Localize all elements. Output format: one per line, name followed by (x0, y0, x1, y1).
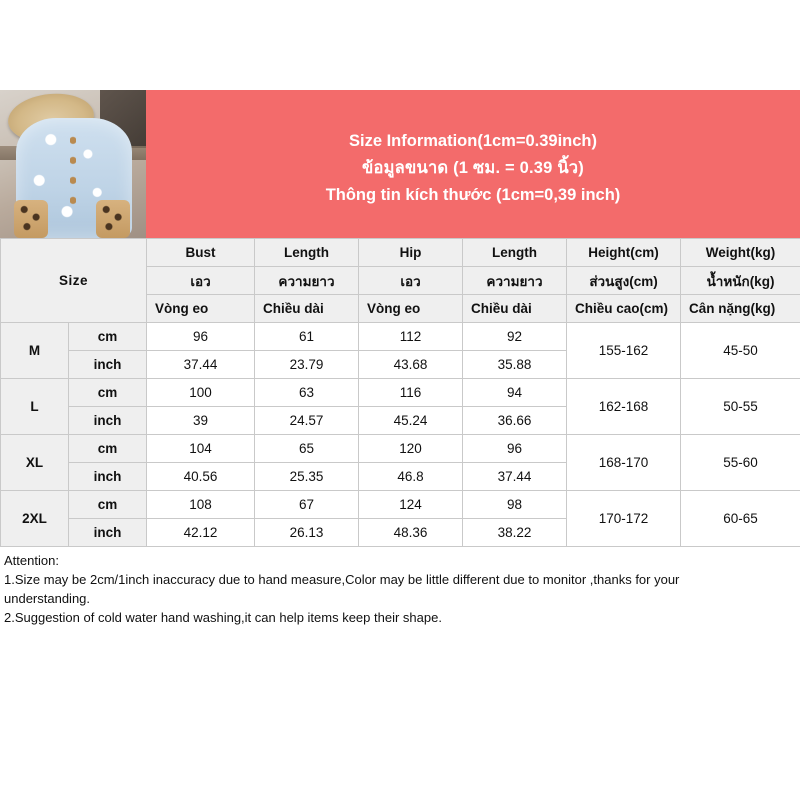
col-header-bust-en: Bust (147, 239, 255, 267)
col-header-length2-vi: Chiều dài (463, 295, 567, 323)
cell-2xl-cm-hip: 124 (359, 491, 463, 519)
cell-2xl-inch-bust: 42.12 (147, 519, 255, 547)
cell-xl-inch-bust: 40.56 (147, 463, 255, 491)
cell-l-cm-bust: 100 (147, 379, 255, 407)
col-header-hip-th: เอว (359, 267, 463, 295)
cell-l-height: 162-168 (567, 379, 681, 435)
cell-xl-cm-hip: 120 (359, 435, 463, 463)
leopard-cuff-left (14, 200, 48, 238)
cell-m-cm-hip: 112 (359, 323, 463, 351)
col-header-height-en: Height(cm) (567, 239, 681, 267)
row-size-label-l: L (1, 379, 69, 435)
cell-xl-weight: 55-60 (681, 435, 800, 491)
cell-m-inch-length2: 35.88 (463, 351, 567, 379)
cell-m-weight: 45-50 (681, 323, 800, 379)
cell-2xl-inch-length1: 26.13 (255, 519, 359, 547)
col-header-weight-vi: Cân nặng(kg) (681, 295, 800, 323)
attention-notes (0, 547, 800, 627)
cell-l-inch-hip: 45.24 (359, 407, 463, 435)
header-titles (146, 90, 800, 238)
row-unit-cm-m: cm (69, 323, 147, 351)
attention-line-1-cont: understanding. (4, 591, 91, 606)
row-unit-cm-l: cm (69, 379, 147, 407)
cell-2xl-cm-bust: 108 (147, 491, 255, 519)
size-table (0, 238, 800, 547)
cell-2xl-cm-length1: 67 (255, 491, 359, 519)
row-size-label-2xl: 2XL (1, 491, 69, 547)
attention-heading: Attention: (4, 553, 59, 568)
col-header-bust-vi: Vòng eo (147, 295, 255, 323)
cell-l-cm-hip: 116 (359, 379, 463, 407)
cell-xl-inch-length1: 25.35 (255, 463, 359, 491)
title-vietnamese: Thông tin kích thước (1cm=0,39 inch) (325, 185, 621, 204)
table-row (1, 323, 800, 351)
col-header-hip-en: Hip (359, 239, 463, 267)
row-unit-cm-xl: cm (69, 435, 147, 463)
leopard-cuff-right (96, 200, 130, 238)
cell-xl-inch-length2: 37.44 (463, 463, 567, 491)
cell-l-inch-length2: 36.66 (463, 407, 567, 435)
cell-l-weight: 50-55 (681, 379, 800, 435)
col-header-length2-th: ความยาว (463, 267, 567, 295)
col-header-height-vi: Chiều cao(cm) (567, 295, 681, 323)
cell-xl-cm-length1: 65 (255, 435, 359, 463)
cell-xl-cm-bust: 104 (147, 435, 255, 463)
col-header-weight-en: Weight(kg) (681, 239, 800, 267)
row-size-label-xl: XL (1, 435, 69, 491)
cell-xl-cm-length2: 96 (463, 435, 567, 463)
cell-m-cm-length2: 92 (463, 323, 567, 351)
attention-line-2: 2.Suggestion of cold water hand washing,it can help items keep their shape. (4, 610, 442, 625)
cell-m-cm-length1: 61 (255, 323, 359, 351)
title-english: Size Information(1cm=0.39inch) (348, 131, 598, 150)
row-unit-inch-xl: inch (69, 463, 147, 491)
table-header-row-en (1, 239, 800, 267)
cell-m-height: 155-162 (567, 323, 681, 379)
cell-l-inch-bust: 39 (147, 407, 255, 435)
cell-m-inch-length1: 23.79 (255, 351, 359, 379)
row-unit-inch-m: inch (69, 351, 147, 379)
col-header-bust-th: เอว (147, 267, 255, 295)
cell-xl-inch-hip: 46.8 (359, 463, 463, 491)
table-row (1, 379, 800, 407)
row-unit-inch-l: inch (69, 407, 147, 435)
attention-line-1: 1.Size may be 2cm/1inch inaccuracy due to hand measure,Color may be little different due to monitor ,thanks for your (4, 572, 680, 587)
table-row (1, 435, 800, 463)
cell-m-inch-hip: 43.68 (359, 351, 463, 379)
button-placket (70, 134, 76, 214)
header-band (0, 90, 800, 238)
cell-2xl-weight: 60-65 (681, 491, 800, 547)
cell-2xl-height: 170-172 (567, 491, 681, 547)
row-size-label-m: M (1, 323, 69, 379)
col-header-weight-th: น้ำหนัก(kg) (681, 267, 800, 295)
size-title-cell: Size (1, 239, 147, 323)
cell-l-cm-length2: 94 (463, 379, 567, 407)
cell-2xl-inch-length2: 38.22 (463, 519, 567, 547)
col-header-length1-vi: Chiều dài (255, 295, 359, 323)
cell-m-inch-bust: 37.44 (147, 351, 255, 379)
row-unit-cm-2xl: cm (69, 491, 147, 519)
col-header-length2-en: Length (463, 239, 567, 267)
col-header-hip-vi: Vòng eo (359, 295, 463, 323)
cell-xl-height: 168-170 (567, 435, 681, 491)
size-chart-sheet (0, 90, 800, 627)
row-unit-inch-2xl: inch (69, 519, 147, 547)
cell-2xl-inch-hip: 48.36 (359, 519, 463, 547)
cell-m-cm-bust: 96 (147, 323, 255, 351)
cell-l-inch-length1: 24.57 (255, 407, 359, 435)
col-header-length1-en: Length (255, 239, 359, 267)
col-header-length1-th: ความยาว (255, 267, 359, 295)
title-thai: ข้อมูลขนาด (1 ซม. = 0.39 นิ้ว) (362, 158, 584, 177)
cell-l-cm-length1: 63 (255, 379, 359, 407)
cell-2xl-cm-length2: 98 (463, 491, 567, 519)
col-header-height-th: ส่วนสูง(cm) (567, 267, 681, 295)
table-row (1, 491, 800, 519)
product-photo (0, 90, 146, 238)
